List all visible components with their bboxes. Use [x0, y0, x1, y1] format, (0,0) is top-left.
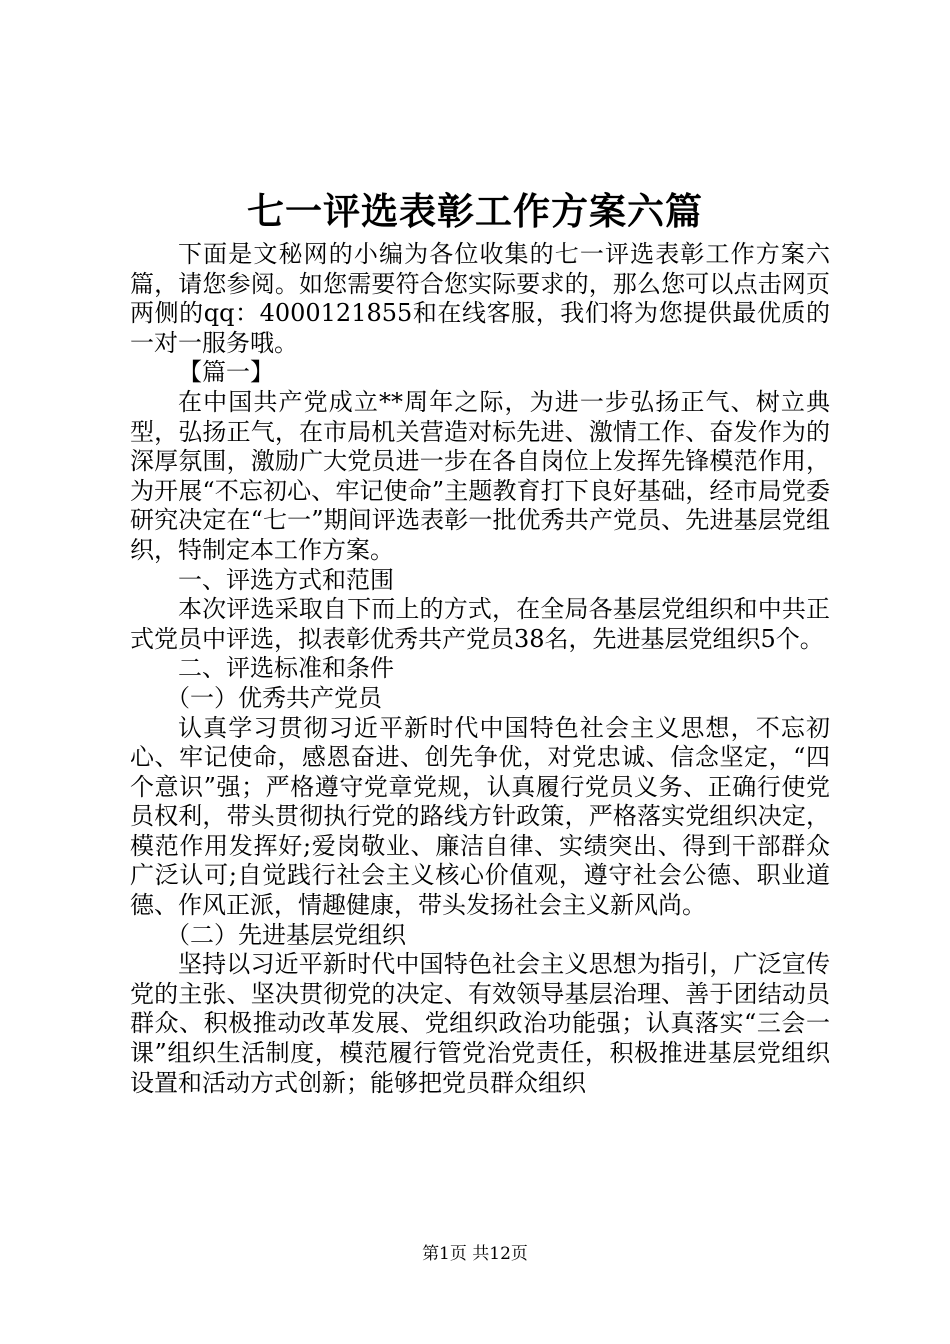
page-number-footer: 第1页 共12页	[422, 1244, 528, 1264]
excellent-members-paragraph: 认真学习贯彻习近平新时代中国特色社会主义思想，不忘初心、牢记使命，感恩奋进、创先争优，对党忠诚、信念坚定，“四个意识”强；严格遵守党章党规，认真履行党员义务、正确行使党员权利，带头贯彻执行党的路线方针政策，严格落实党组织决定，模范作用发挥好;爱岗敬业、廉洁自律、实绩突出、得到干部群众广泛认可;自觉践行社会主义核心价值观，遵守社会公德、职业道德、作风正派，情趣健康，带头发扬社会主义新风尚。	[130, 713, 830, 920]
heading-selection-criteria: 二、评选标准和条件	[178, 654, 394, 683]
subheading-advanced-organizations: （二）先进基层党组织	[166, 920, 406, 949]
document-body	[130, 240, 830, 1098]
document-title: 七一评选表彰工作方案六篇	[247, 189, 703, 233]
heading-selection-method: 一、评选方式和范围	[178, 565, 394, 594]
advanced-organizations-paragraph: 坚持以习近平新时代中国特色社会主义思想为指引，广泛宣传党的主张、坚决贯彻党的决定、有效领导基层治理、善于团结动员群众、积极推动改革发展、党组织政治功能强；认真落实“三会一课”组织生活制度，模范履行管党治党责任，积极推进基层党组织设置和活动方式创新；能够把党员群众组织	[130, 950, 830, 1097]
section-heading-part-one: 【篇一】	[178, 358, 274, 387]
part-one-intro-paragraph: 在中国共产党成立**周年之际，为进一步弘扬正气、树立典型，弘扬正气，在市局机关营造对标先进、激情工作、奋发作为的深厚氛围，激励广大党员进一步在各自岗位上发挥先锋模范作用，为开展“不忘初心、牢记使命”主题教育打下良好基础，经市局党委研究决定在“七一”期间评选表彰一批优秀共产党员、先进基层党组织，特制定本工作方案。	[130, 387, 830, 564]
subheading-excellent-members: （一）优秀共产党员	[166, 683, 382, 712]
intro-paragraph: 下面是文秘网的小编为各位收集的七一评选表彰工作方案六篇，请您参阅。如您需要符合您实际要求的，那么您可以点击网页两侧的qq：4000121855和在线客服，我们将为您提供最优质的一对一服务哦。	[130, 240, 830, 357]
selection-method-paragraph: 本次评选采取自下而上的方式，在全局各基层党组织和中共正式党员中评选，拟表彰优秀共产党员38名，先进基层党组织5个。	[130, 595, 830, 653]
